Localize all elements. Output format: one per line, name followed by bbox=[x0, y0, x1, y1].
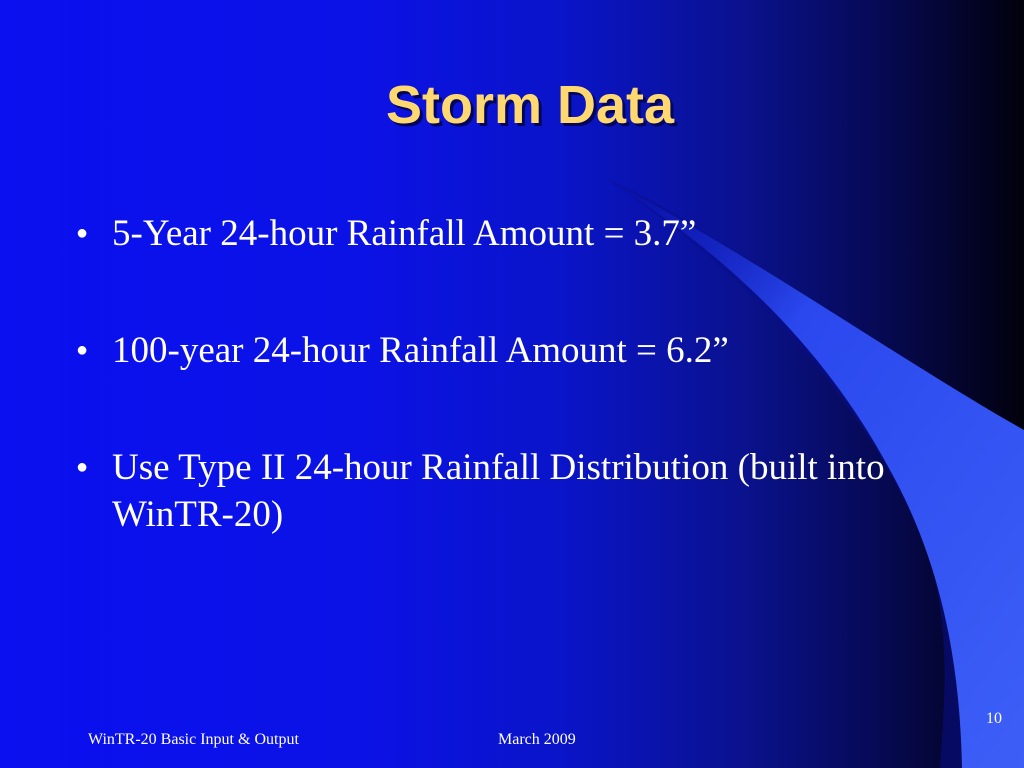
bullet-item bbox=[74, 327, 894, 374]
bullet-text: 5-Year 24-hour Rainfall Amount = 3.7” bbox=[112, 213, 697, 254]
footer-presentation-title: WinTR-20 Basic Input & Output bbox=[88, 731, 299, 748]
slide-number: 10 bbox=[986, 710, 1002, 727]
footer-date: March 2009 bbox=[498, 731, 576, 748]
bullet-item bbox=[74, 444, 894, 538]
bullet-dot-icon: ● bbox=[76, 222, 89, 244]
bullet-text: Use Type II 24-hour Rainfall Distribution (built into WinTR-20) bbox=[112, 447, 885, 535]
slide-title: Storm Data bbox=[385, 75, 675, 135]
bullet-dot-icon: ● bbox=[76, 456, 89, 478]
bullet-dot-icon: ● bbox=[76, 339, 89, 361]
bullet-item bbox=[74, 210, 894, 257]
bullet-list bbox=[74, 210, 894, 538]
bullet-text: 100-year 24-hour Rainfall Amount = 6.2” bbox=[112, 330, 729, 371]
